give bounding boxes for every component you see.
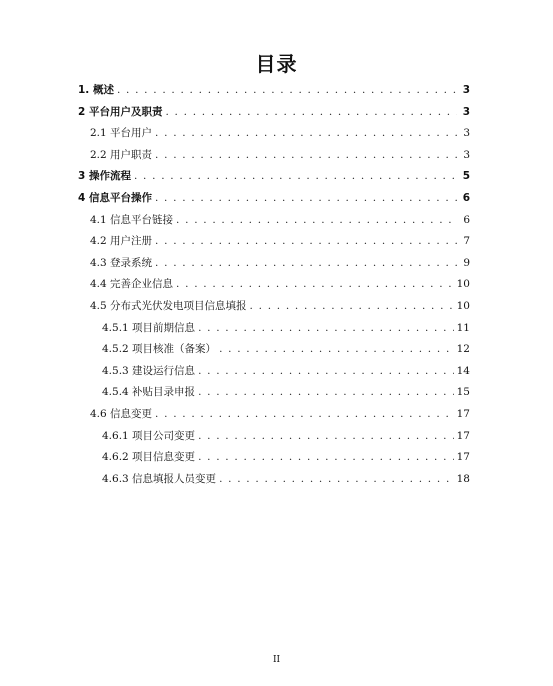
toc-leader-dots <box>198 426 454 448</box>
toc-leader-dots <box>155 123 457 145</box>
toc-entry[interactable] <box>78 80 470 102</box>
toc-leader-dots <box>165 102 457 124</box>
toc-leader-dots <box>198 382 454 404</box>
toc-entry-label: 3 操作流程 <box>78 170 131 183</box>
toc-entry-label: 4.4 完善企业信息 <box>90 278 174 291</box>
toc-entry[interactable] <box>78 382 470 404</box>
toc-entry[interactable] <box>78 404 470 426</box>
toc-entry-page: 11 <box>456 321 470 334</box>
toc-leader-dots <box>155 188 457 210</box>
toc-leader-dots <box>176 274 454 296</box>
toc-entry-label: 2 平台用户及职责 <box>78 105 163 118</box>
toc-entry[interactable] <box>78 231 470 253</box>
toc-entry-label: 4.3 登录系统 <box>90 256 153 269</box>
toc-entry-page: 17 <box>456 407 470 420</box>
toc-entry[interactable] <box>78 188 470 210</box>
toc-leader-dots <box>117 80 457 102</box>
toc-entry-page: 3 <box>462 105 470 118</box>
toc-entry-page: 14 <box>456 364 470 377</box>
toc-entry-label: 2.1 平台用户 <box>90 127 153 140</box>
toc-entry[interactable] <box>78 296 470 318</box>
toc-leader-dots <box>219 339 454 361</box>
toc-entry[interactable] <box>78 361 470 383</box>
toc-entry-label: 4.6.1 项目公司变更 <box>102 429 196 442</box>
toc-entry-page: 12 <box>456 343 470 356</box>
toc-leader-dots <box>155 253 457 275</box>
toc-entry-label: 2.2 用户职责 <box>90 148 153 161</box>
toc-entry-label: 4.6.2 项目信息变更 <box>102 451 196 464</box>
toc-entry[interactable] <box>78 123 470 145</box>
toc-leader-dots <box>198 447 454 469</box>
toc-entry-page: 17 <box>456 429 470 442</box>
toc-entry-page: 3 <box>462 84 470 96</box>
toc-leader-dots <box>198 318 454 340</box>
toc-entry[interactable] <box>78 145 470 167</box>
toc-entry[interactable] <box>78 318 470 340</box>
toc-entry-label: 4.5.2 项目核准（备案） <box>102 343 217 356</box>
toc-entry[interactable] <box>78 253 470 275</box>
toc-leader-dots <box>134 166 457 188</box>
toc-leader-dots <box>155 145 457 167</box>
toc-leader-dots <box>176 210 457 232</box>
toc-entry[interactable] <box>78 339 470 361</box>
toc-entry-page: 3 <box>463 127 470 140</box>
toc-entry-page: 7 <box>463 235 470 248</box>
toc-entry[interactable] <box>78 426 470 448</box>
toc-entry-page: 10 <box>456 278 470 291</box>
table-of-contents <box>78 80 470 490</box>
toc-entry-label: 4.5 分布式光伏发电项目信息填报 <box>90 299 247 312</box>
toc-title: 目录 <box>255 52 298 76</box>
toc-entry-page: 6 <box>462 191 470 204</box>
toc-entry-label: 4 信息平台操作 <box>78 191 152 204</box>
toc-entry-page: 3 <box>463 148 470 161</box>
toc-entry[interactable] <box>78 166 470 188</box>
toc-entry[interactable] <box>78 447 470 469</box>
toc-entry-label: 4.6 信息变更 <box>90 407 153 420</box>
footer-page-number: II <box>272 655 281 665</box>
toc-entry-label: 4.1 信息平台链接 <box>90 213 174 226</box>
toc-leader-dots <box>219 469 454 491</box>
toc-entry[interactable] <box>78 102 470 124</box>
toc-leader-dots <box>198 361 454 383</box>
toc-entry-label: 1. 概述 <box>78 84 114 96</box>
toc-entry-page: 17 <box>456 451 470 464</box>
toc-entry-page: 18 <box>456 472 470 485</box>
toc-leader-dots <box>250 296 454 318</box>
toc-entry-page: 5 <box>462 170 470 183</box>
toc-entry-label: 4.5.4 补贴目录申报 <box>102 386 196 399</box>
toc-leader-dots <box>155 404 454 426</box>
toc-entry[interactable] <box>78 210 470 232</box>
toc-entry-label: 4.5.3 建设运行信息 <box>102 364 196 377</box>
toc-leader-dots <box>155 231 457 253</box>
toc-entry-page: 10 <box>456 299 470 312</box>
toc-entry-page: 9 <box>463 256 470 269</box>
toc-entry-label: 4.6.3 信息填报人员变更 <box>102 472 217 485</box>
toc-entry[interactable] <box>78 274 470 296</box>
toc-entry[interactable] <box>78 469 470 491</box>
toc-entry-page: 15 <box>456 386 470 399</box>
toc-entry-label: 4.2 用户注册 <box>90 235 153 248</box>
toc-entry-label: 4.5.1 项目前期信息 <box>102 321 196 334</box>
toc-entry-page: 6 <box>463 213 470 226</box>
